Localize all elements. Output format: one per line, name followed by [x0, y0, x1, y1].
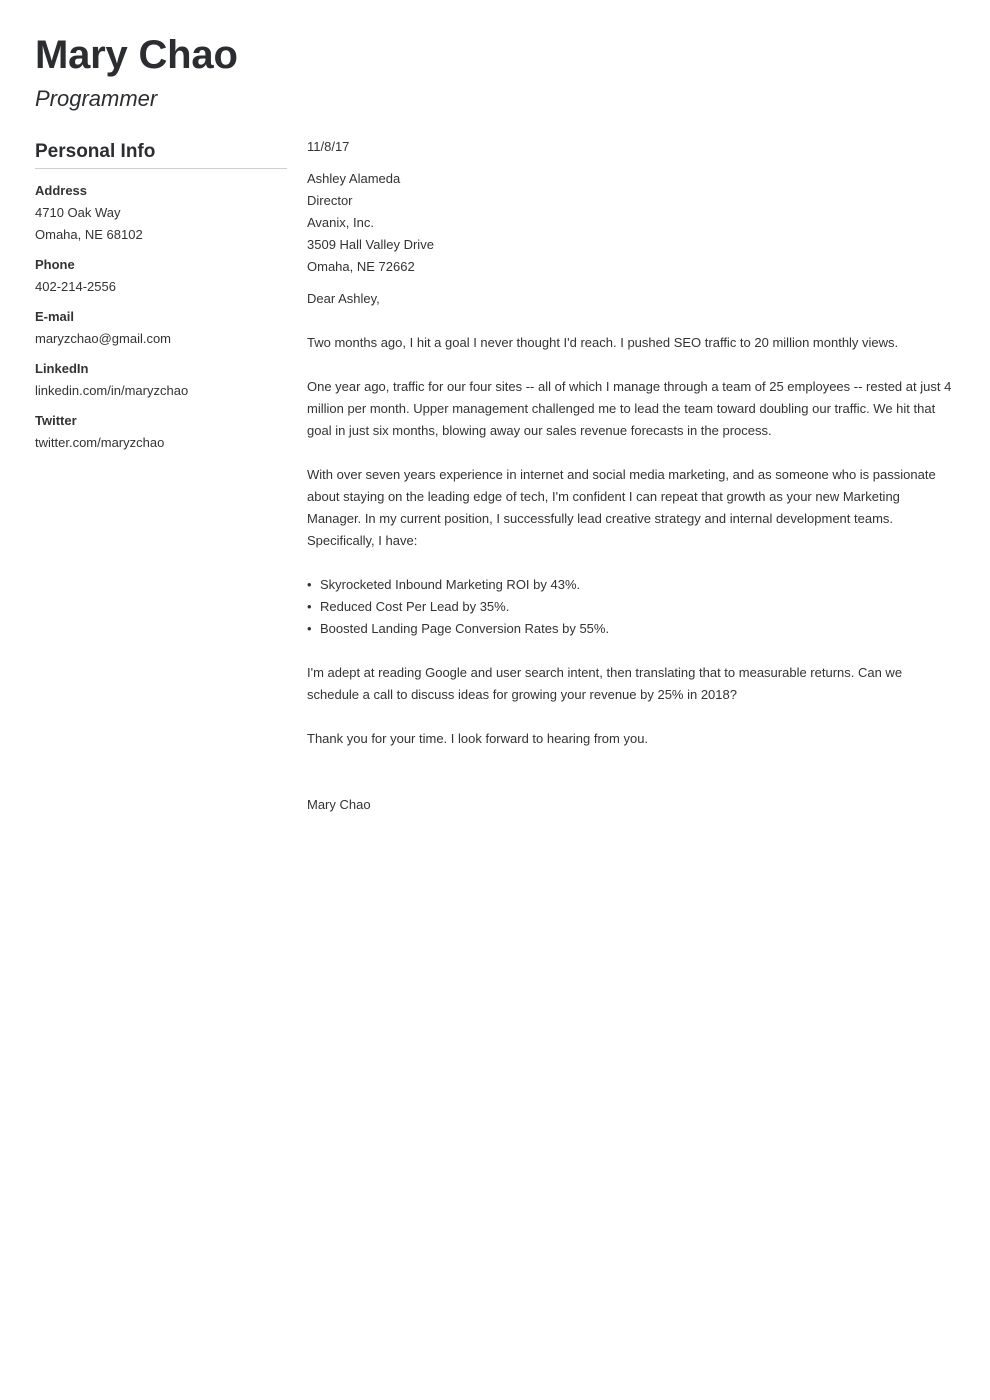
recipient-block: [307, 168, 957, 278]
achievement-text: Skyrocketed Inbound Marketing ROI by 43%.: [320, 577, 581, 592]
applicant-title: Programmer: [35, 86, 158, 111]
personal-info-heading: Personal Info: [35, 140, 287, 169]
linkedin-group: [35, 358, 287, 402]
twitter-label: Twitter: [35, 413, 77, 428]
address-group: [35, 180, 287, 246]
letter-closing: Thank you for your time. I look forward to hearing from you.: [307, 731, 649, 746]
phone-group: [35, 254, 287, 298]
recipient-street: 3509 Hall Valley Drive: [307, 237, 434, 252]
recipient-company: Avanix, Inc.: [307, 215, 374, 230]
phone-label: Phone: [35, 257, 75, 272]
twitter-value: twitter.com/maryzchao: [35, 435, 165, 450]
email-value: maryzchao@gmail.com: [35, 331, 172, 346]
email-group: [35, 306, 287, 350]
achievements-list: [307, 574, 957, 640]
achievement-item: [307, 574, 957, 596]
achievement-item: [307, 618, 957, 640]
cover-letter-body: [307, 136, 957, 816]
linkedin-label: LinkedIn: [35, 361, 89, 376]
applicant-name: Mary Chao: [35, 33, 238, 77]
achievement-text: Reduced Cost Per Lead by 35%.: [320, 599, 510, 614]
email-label: E-mail: [35, 309, 75, 324]
linkedin-value: linkedin.com/in/maryzchao: [35, 383, 189, 398]
personal-info-sidebar: [35, 140, 287, 462]
achievement-text: Boosted Landing Page Conversion Rates by 55%.: [320, 621, 610, 636]
bullet-icon: •: [307, 577, 312, 592]
letter-signature: Mary Chao: [307, 797, 371, 812]
address-line-1: 4710 Oak Way: [35, 205, 121, 220]
letter-paragraph-2: One year ago, traffic for our four sites -- all of which I manage through a team of 25 employees -- rested at just 4 million per month. Upper management challenged me to lead the team toward doubling our traffic. We hit that goal in just six months, blowing away our sales revenue forecasts in the process.: [307, 379, 952, 438]
letter-paragraph-4: I'm adept at reading Google and user search intent, then translating that to measurable returns. Can we schedule a call to discuss ideas for growing your revenue by 25% in 2018?: [307, 665, 903, 702]
address-label: Address: [35, 183, 88, 198]
recipient-title: Director: [307, 193, 353, 208]
bullet-icon: •: [307, 621, 312, 636]
address-line-2: Omaha, NE 68102: [35, 227, 143, 242]
phone-value: 402-214-2556: [35, 279, 116, 294]
letter-greeting: Dear Ashley,: [307, 291, 380, 306]
twitter-group: [35, 410, 287, 454]
achievement-item: [307, 596, 957, 618]
letter-paragraph-1: Two months ago, I hit a goal I never thought I'd reach. I pushed SEO traffic to 20 million monthly views.: [307, 335, 899, 350]
recipient-name: Ashley Alameda: [307, 171, 401, 186]
letter-date: 11/8/17: [307, 139, 350, 154]
bullet-icon: •: [307, 599, 312, 614]
recipient-city: Omaha, NE 72662: [307, 259, 415, 274]
letter-paragraph-3: With over seven years experience in internet and social media marketing, and as someone who is passionate about staying on the leading edge of tech, I'm confident I can repeat that growth as your new Marketing Manager. In my current position, I successfully lead creative strategy and internal development teams. Specifically, I have:: [307, 467, 936, 548]
